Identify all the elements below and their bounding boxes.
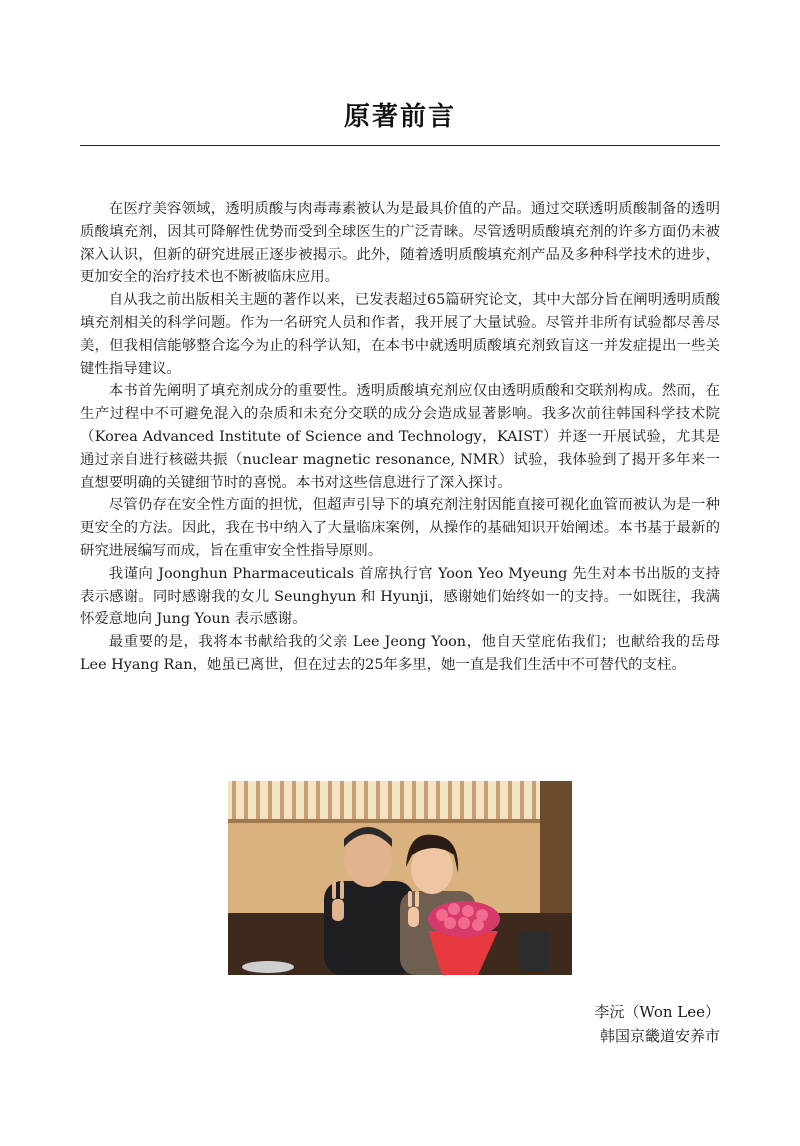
paragraph-5: 我谨向 Joonghun Pharmaceuticals 首席执行官 Yoon Yeo Myeung 先生对本书出版的支持表示感谢。同时感谢我的女儿 Seunghyun 和 Hyunji，感谢她们始终如一的支持。一如既往，我满怀爱意地向 Jung Youn 表示感谢。: [80, 565, 720, 628]
paragraph-4: 尽管仍存在安全性方面的担忧，但超声引导下的填充剂注射因能直接可视化血管而被认为是一种更安全的方法。因此，我在书中纳入了大量临床案例，从操作的基础知识开始阐述。本书基于最新的研究进展编写而成，旨在重审安全性指导原则。: [80, 497, 720, 559]
paragraph-3: 本书首先阐明了填充剂成分的重要性。透明质酸填充剂应仅由透明质酸和交联剂构成。然而，在生产过程中不可避免混入的杂质和未充分交联的成分会造成显著影响。我多次前往韩国科学技术院（Korea Advanced Institute of Science and Technology，KAIST）并逐一开展试验，尤其是通过亲自进行核磁共振（nuclear magnetic resonance, NMR）试验，我体验到了揭开多年来一直想要明确的关键细节时的喜悦。本书对这些信息进行了深入探讨。: [80, 383, 720, 491]
page-title: 原著前言: [343, 102, 456, 132]
paragraph-1: 在医疗美容领域，透明质酸与肉毒毒素被认为是最具价值的产品。通过交联透明质酸制备的透明质酸填充剂，因其可降解性优势而受到全球医生的广泛青睐。尽管透明质酸填充剂的许多方面仍未被深入认识，但新的研究进展正逐步被揭示。此外，随着透明质酸填充剂产品及多种科学技术的进步，更加安全的治疗技术也不断被临床应用。: [80, 201, 720, 286]
author-photo: [228, 781, 572, 975]
paragraph-6: 最重要的是，我将本书献给我的父亲 Lee Jeong Yoon，他自天堂庇佑我们；也献给我的岳母 Lee Hyang Ran，她虽已离世，但在过去的25年多里，她一直是我们生活中不可替代的支柱。: [80, 634, 720, 673]
author-name: 李沅（Won Lee）: [594, 1003, 720, 1021]
paragraph-2: 自从我之前出版相关主题的著作以来，已发表超过65篇研究论文，其中大部分旨在阐明透明质酸填充剂相关的科学问题。作为一名研究人员和作者，我开展了大量试验。尽管并非所有试验都尽善尽美，但我相信能够整合迄今为止的科学认知，在本书中就透明质酸填充剂致盲这一并发症提出一些关键性指导建议。: [80, 292, 720, 377]
title-divider: [80, 145, 720, 146]
author-location: 韩国京畿道安养市: [599, 1027, 720, 1045]
signature-block: [594, 1000, 720, 1048]
preface-body: [80, 198, 720, 677]
